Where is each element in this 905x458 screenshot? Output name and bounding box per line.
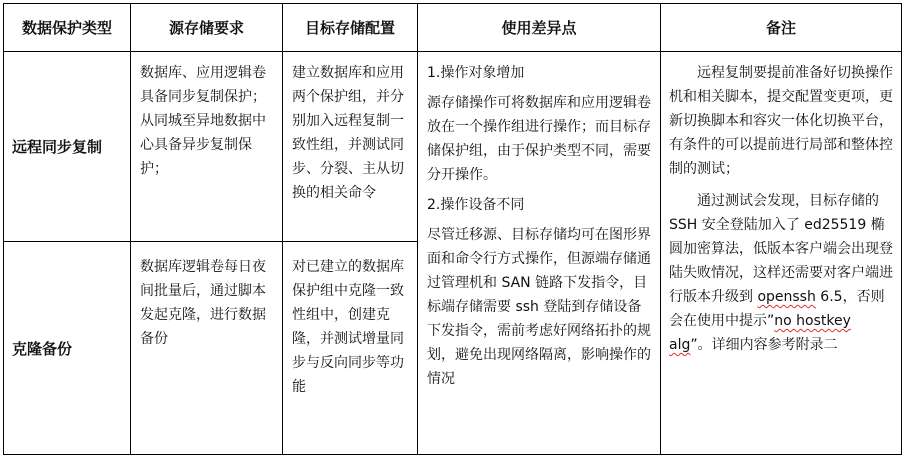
col-divider-3 — [417, 3, 418, 455]
table-border-right — [901, 3, 902, 455]
table-border-bottom — [3, 454, 902, 455]
notes-paragraph-1: 远程复制要提前准备好切换操作机和相关脚本，提交配置变更项，更新切换脚本和容灾一体化切换平台，有条件的可以提前进行局部和整体控制的测试； — [669, 65, 893, 177]
diff-heading-1: 1.操作对象增加 — [427, 65, 525, 81]
diff-paragraph-2: 尽管迁移源、目标存储均可在图形界面和命令行方式操作，但源端存储通过管理机和 SAN 链路下发指令，目标端存储需要 ssh 登陆到存储设备下发指令，需前考虑好网络拓扑的规划，避免出现网络隔离，影响操作的情况 — [427, 227, 651, 387]
row-type-clone-backup: 克隆备份 — [12, 339, 73, 358]
hostkey-message: no hostkey alg — [669, 313, 851, 353]
col-divider-2 — [282, 3, 283, 455]
notes-text-c: ”。详细内容参考附录二 — [690, 337, 838, 353]
row-target-clone-backup: 对已建立的数据库保护组中克隆一致性组中，创建克隆，并测试增量同步与反向同步等功能 — [292, 259, 404, 395]
row-source-remote-sync: 数据库、应用逻辑卷具备同步复制保护；从同城至异地数据中心具备异步复制保护； — [140, 65, 266, 177]
row-source-clone-backup: 数据库逻辑卷每日夜间批量后，通过脚本发起克隆，进行数据备份 — [140, 259, 266, 347]
header-usage-difference: 使用差异点 — [501, 19, 577, 37]
usage-difference-cell — [427, 61, 653, 391]
notes-text-b: 6.5，否则会在使用中提示” — [669, 289, 885, 329]
diff-paragraph-1: 源存储操作可将数据库和应用逻辑卷放在一个操作组进行操作；而目标存储保护组，由于保护类型不同，需要分开操作。 — [427, 95, 651, 183]
col-divider-1 — [130, 3, 131, 455]
col-divider-4 — [660, 3, 661, 455]
header-target-config: 目标存储配置 — [304, 19, 395, 37]
header-notes: 备注 — [765, 19, 796, 37]
notes-cell — [669, 61, 893, 357]
diff-heading-2: 2.操作设备不同 — [427, 197, 525, 213]
row-target-remote-sync: 建立数据库和应用两个保护组，并分别加入远程复制一致性组，并测试同步、分裂、主从切换的相关命令 — [292, 65, 404, 201]
notes-paragraph-2 — [669, 189, 893, 357]
row-type-remote-sync: 远程同步复制 — [12, 138, 103, 156]
header-protection-type: 数据保护类型 — [21, 19, 112, 37]
header-source-requirement: 源存储要求 — [168, 19, 244, 37]
table-header-divider — [3, 51, 902, 52]
notes-text-a: 通过测试会发现，目标存储的 SSH 安全登陆加入了 ed25519 椭圆加密算法，低版本客户端会出现登陆失败情况，这样还需要对客户端进行版本升级到 — [669, 193, 893, 305]
openssh-term: openssh — [757, 289, 816, 305]
